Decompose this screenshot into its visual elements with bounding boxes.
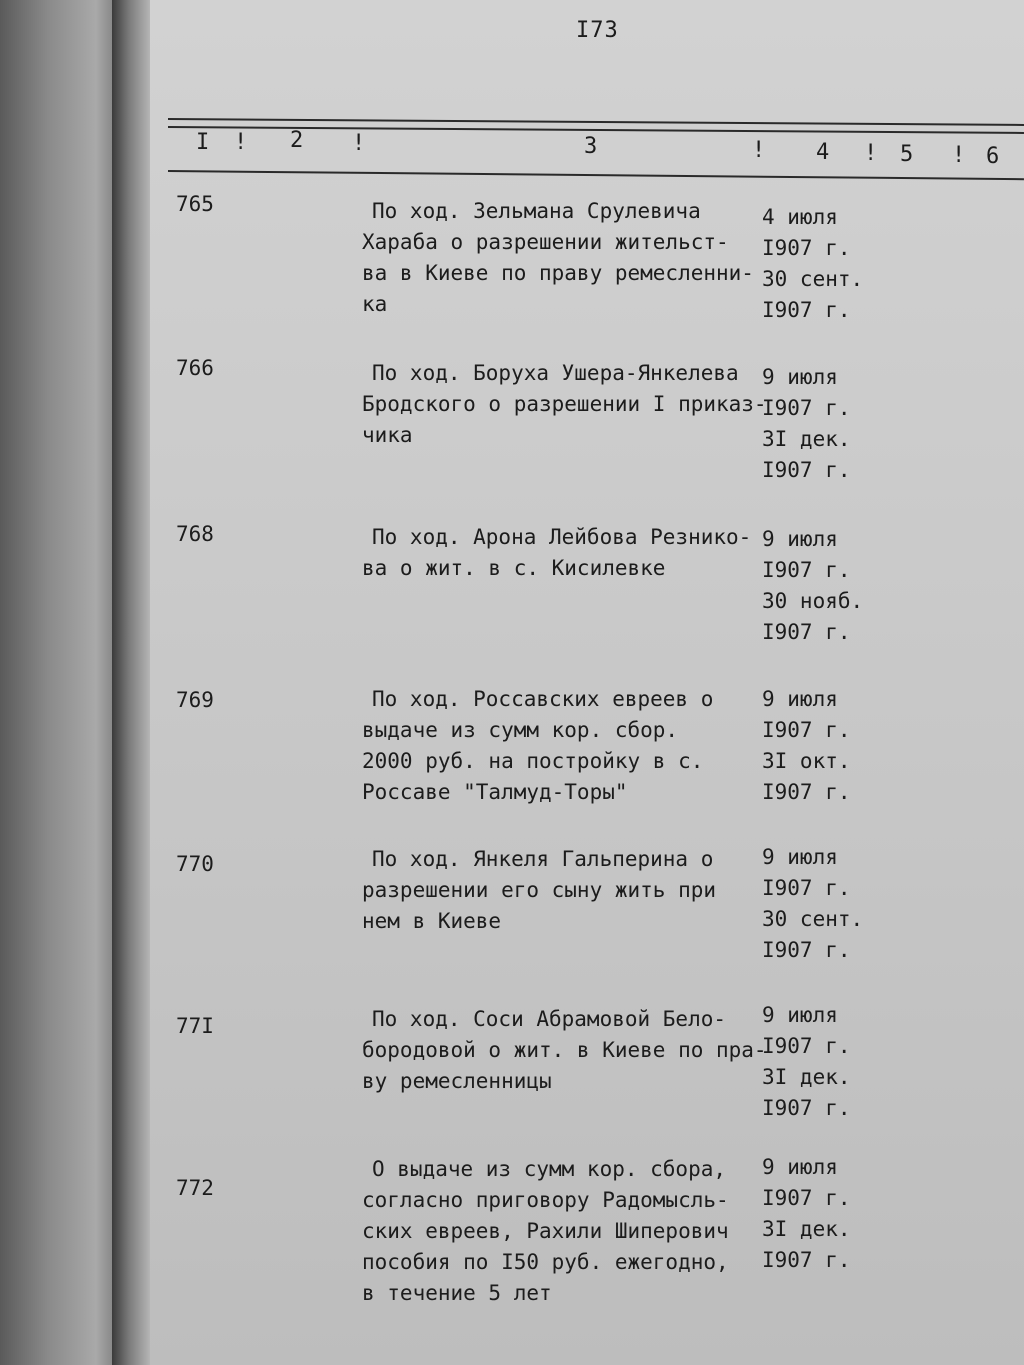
page-number: I73: [576, 18, 619, 43]
start-year: I907 г.: [762, 236, 851, 260]
description-line: О выдаче из сумм кор. сбора,: [372, 1157, 727, 1181]
start-date: 9 июля: [762, 687, 838, 711]
description-line: пособия по I50 руб. ежегодно,: [362, 1250, 729, 1274]
description-line: ка: [362, 292, 388, 316]
facing-page-edge: [0, 0, 120, 1365]
column-header-5: 5: [900, 142, 914, 167]
entry-dates: [762, 1152, 851, 1276]
description-line: согласно приговору Радомысль-: [362, 1188, 729, 1212]
column-separator: !: [752, 138, 766, 163]
description-line: Россаве "Талмуд-Торы": [362, 780, 628, 804]
end-year: I907 г.: [762, 298, 851, 322]
end-year: I907 г.: [762, 938, 851, 962]
description-line: По ход. Зельмана Срулевича: [372, 199, 701, 223]
column-separator: !: [864, 141, 878, 166]
description-line: По ход. Боруха Ушера-Янкелева: [372, 361, 739, 385]
start-year: I907 г.: [762, 718, 851, 742]
start-date: 4 июля: [762, 205, 838, 229]
end-year: I907 г.: [762, 620, 851, 644]
entry-number: 766: [176, 356, 214, 380]
end-date: 30 сент.: [762, 907, 864, 931]
entry-dates: [762, 362, 851, 486]
column-header-6: 6: [986, 144, 1000, 169]
start-date: 9 июля: [762, 365, 838, 389]
description-line: разрешении его сыну жить при: [362, 878, 717, 902]
end-date: 3I дек.: [762, 1217, 851, 1241]
description-line: Хараба о разрешении жительст-: [362, 230, 729, 254]
entry-number: 768: [176, 522, 214, 546]
start-date: 9 июля: [762, 1155, 838, 1179]
description-line: 2000 руб. на постройку в с.: [362, 749, 704, 773]
end-year: I907 г.: [762, 1096, 851, 1120]
end-date: 30 сент.: [762, 267, 864, 291]
description-line: ва в Киеве по праву ремесленни-: [362, 261, 754, 285]
start-year: I907 г.: [762, 876, 851, 900]
end-date: 30 нояб.: [762, 589, 864, 613]
column-separator: !: [352, 131, 366, 156]
entry-number: 772: [176, 1176, 214, 1200]
end-year: I907 г.: [762, 1248, 851, 1272]
description-line: Бродского о разрешении I приказ-: [362, 392, 767, 416]
entry-description: [362, 196, 782, 320]
column-header-4: 4: [816, 140, 830, 165]
description-line: ва о жит. в с. Кисилевке: [362, 556, 666, 580]
start-year: I907 г.: [762, 1186, 851, 1210]
description-line: ских евреев, Рахили Шиперович: [362, 1219, 729, 1243]
end-year: I907 г.: [762, 458, 851, 482]
entry-dates: [762, 684, 851, 808]
start-date: 9 июля: [762, 845, 838, 869]
entry-dates: [762, 202, 863, 326]
start-date: 9 июля: [762, 1003, 838, 1027]
entry-description: [362, 844, 782, 937]
start-date: 9 июля: [762, 527, 838, 551]
entry-number: 765: [176, 192, 214, 216]
end-date: 3I дек.: [762, 427, 851, 451]
description-line: выдаче из сумм кор. сбор.: [362, 718, 679, 742]
entry-description: [362, 1154, 782, 1309]
column-header-1: I: [196, 130, 210, 155]
description-line: По ход. Россавских евреев о: [372, 687, 714, 711]
entry-description: [362, 358, 782, 451]
description-line: в течение 5 лет: [362, 1281, 552, 1305]
description-line: По ход. Янкеля Гальперина о: [372, 847, 714, 871]
description-line: нем в Киеве: [362, 909, 502, 933]
entry-description: [362, 684, 782, 808]
start-year: I907 г.: [762, 396, 851, 420]
start-year: I907 г.: [762, 558, 851, 582]
column-header-2: 2: [290, 128, 304, 153]
entry-number: 770: [176, 852, 214, 876]
entry-dates: [762, 842, 863, 966]
description-line: чика: [362, 423, 413, 447]
entry-description: [362, 522, 782, 584]
description-line: По ход. Арона Лейбова Резнико-: [372, 525, 752, 549]
description-line: бородовой о жит. в Киеве по пра-: [362, 1038, 767, 1062]
entry-description: [362, 1004, 782, 1097]
description-line: ву ремесленницы: [362, 1069, 552, 1093]
entry-number: 77I: [176, 1014, 214, 1038]
column-header-3: 3: [584, 134, 598, 159]
column-separator: !: [234, 130, 248, 155]
entry-dates: [762, 1000, 851, 1124]
description-line: По ход. Соси Абрамовой Бело-: [372, 1007, 727, 1031]
start-year: I907 г.: [762, 1034, 851, 1058]
end-year: I907 г.: [762, 780, 851, 804]
book-gutter: [112, 0, 150, 1365]
entry-number: 769: [176, 688, 214, 712]
end-date: 3I окт.: [762, 749, 851, 773]
end-date: 3I дек.: [762, 1065, 851, 1089]
column-separator: !: [952, 143, 966, 168]
entry-dates: [762, 524, 863, 648]
